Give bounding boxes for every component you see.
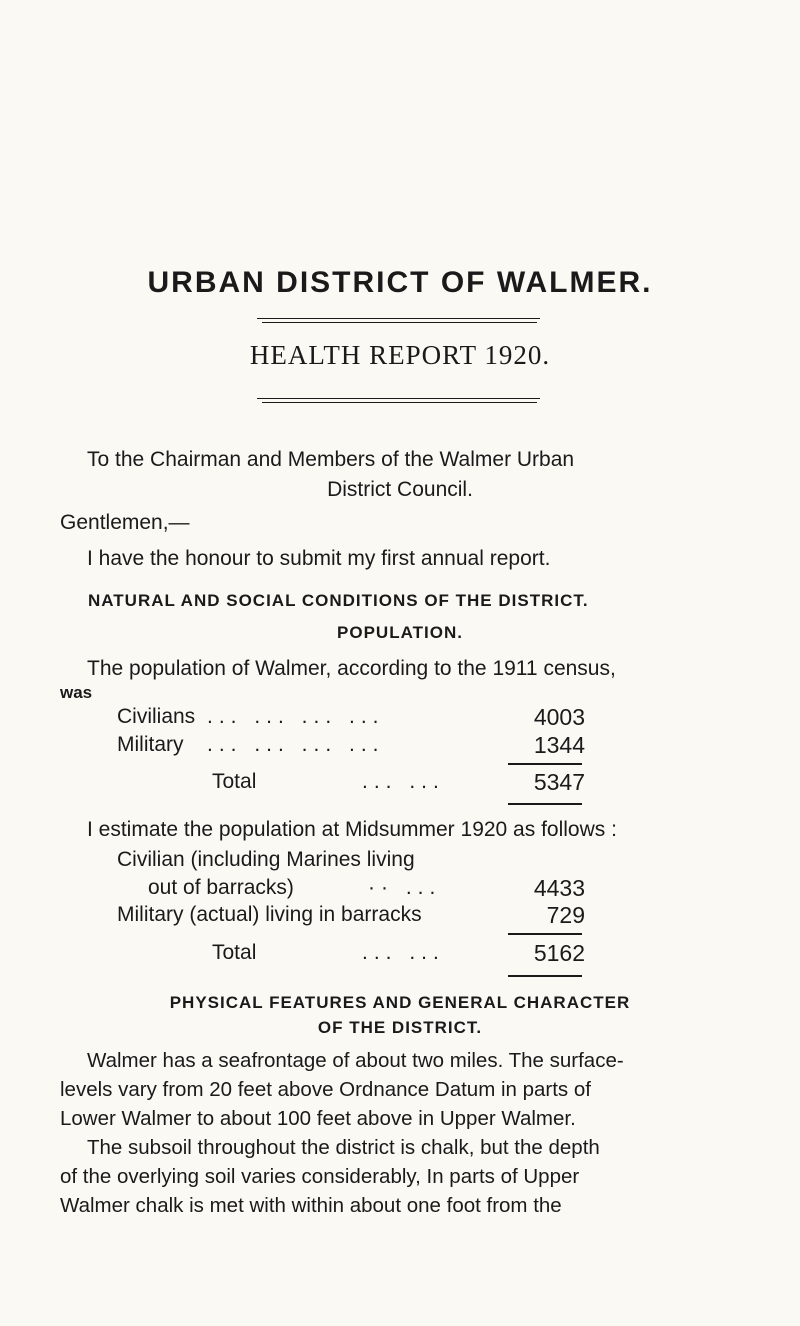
estimate-total-label: Total bbox=[212, 941, 257, 964]
estimate-sum-rule bbox=[508, 933, 582, 935]
census-line: The population of Walmer, according to the 1911 census, bbox=[87, 657, 616, 680]
title-rule-bottom-2 bbox=[262, 402, 537, 403]
census-sum-rule bbox=[508, 763, 582, 765]
census-total-dots: ... ... bbox=[362, 770, 445, 793]
estimate-civilian-dots: ·· ... bbox=[368, 876, 442, 899]
estimate-civilian-label: Civilian (including Marines living bbox=[117, 848, 415, 871]
paragraph-line: Lower Walmer to about 100 feet above in Upper Walmer. bbox=[60, 1107, 576, 1130]
title-rule-bottom bbox=[257, 398, 540, 399]
address-line-2: District Council. bbox=[327, 478, 473, 501]
census-row-dots: ... ... ... ... bbox=[207, 705, 385, 728]
estimate-civilian-label-cont: out of barracks) bbox=[148, 876, 294, 899]
report-title: HEALTH REPORT 1920. bbox=[249, 340, 551, 370]
paragraph-line: levels vary from 20 feet above Ordnance Datum in parts of bbox=[60, 1078, 591, 1101]
estimate-civilian-value: 4433 bbox=[533, 875, 585, 901]
census-total-label: Total bbox=[212, 770, 257, 793]
section-subheading-population: POPULATION. bbox=[337, 623, 463, 642]
estimate-military-value: 729 bbox=[546, 902, 585, 928]
paragraph-line: Walmer chalk is met with within about one foot from the bbox=[60, 1194, 562, 1217]
section-heading-natural-social: NATURAL AND SOCIAL CONDITIONS OF THE DISTRICT. bbox=[88, 591, 589, 610]
census-total-value: 5347 bbox=[533, 769, 585, 795]
section-heading-physical-features: PHYSICAL FEATURES AND GENERAL CHARACTER bbox=[169, 993, 631, 1012]
district-title: URBAN DISTRICT OF WALMER. bbox=[147, 266, 653, 299]
census-total-rule bbox=[508, 803, 582, 805]
estimate-total-value: 5162 bbox=[533, 940, 585, 966]
census-row-dots: ... ... ... ... bbox=[207, 733, 385, 756]
paragraph-line: of the overlying soil varies considerably, In parts of Upper bbox=[60, 1165, 580, 1188]
paragraph-line: The subsoil throughout the district is chalk, but the depth bbox=[87, 1136, 600, 1159]
census-row-value: 4003 bbox=[533, 704, 585, 730]
census-row-label: Civilians bbox=[117, 705, 196, 728]
census-row-label: Military bbox=[117, 733, 184, 756]
title-rule-top bbox=[257, 318, 540, 319]
census-line-end: was bbox=[60, 683, 93, 702]
census-row-value: 1344 bbox=[533, 732, 585, 758]
address-line-1: To the Chairman and Members of the Walmer Urban bbox=[87, 448, 575, 471]
estimate-total-rule bbox=[508, 975, 582, 977]
estimate-military-label: Military (actual) living in barracks bbox=[117, 903, 422, 926]
intro-sentence: I have the honour to submit my first annual report. bbox=[87, 547, 551, 570]
estimate-line: I estimate the population at Midsummer 1920 as follows : bbox=[87, 818, 617, 841]
title-rule-top-2 bbox=[262, 322, 537, 323]
section-heading-physical-features-cont: OF THE DISTRICT. bbox=[317, 1018, 483, 1037]
estimate-total-dots: ... ... bbox=[362, 941, 445, 964]
salutation: Gentlemen,— bbox=[60, 511, 190, 534]
paragraph-line: Walmer has a seafrontage of about two miles. The surface- bbox=[87, 1049, 624, 1072]
